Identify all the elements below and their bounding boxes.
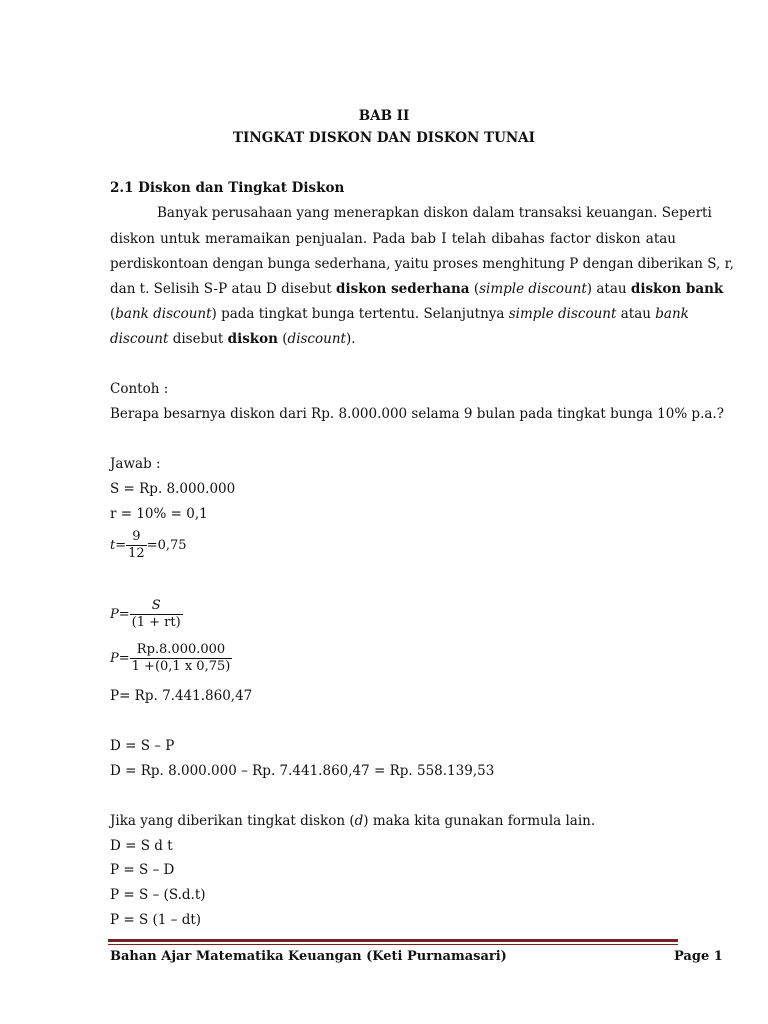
given-r: r = 10% = 0,1: [110, 506, 208, 522]
fraction-denominator: (1 + rt): [131, 615, 181, 630]
chapter-number: BAB II: [358, 108, 410, 124]
text-run: Jika yang diberikan tingkat diskon (: [110, 813, 355, 829]
formula-line-4: P = S (1 – dt): [110, 912, 202, 928]
fraction-numerator: Rp.8.000.000: [130, 642, 233, 659]
term-bank: bank: [655, 306, 689, 322]
var-d: d: [354, 813, 364, 829]
paragraph-line-2: diskon untuk meramaikan penjualan. Pada bab I telah dibahas factor diskon atau: [110, 231, 676, 247]
text-run: (: [282, 331, 288, 347]
term-simple-discount: simple discount: [508, 306, 617, 322]
equals-sign: =: [115, 538, 127, 553]
formula-intro: [110, 813, 595, 829]
term-discount: discount: [110, 331, 169, 347]
fraction-numerator: 9: [126, 529, 147, 546]
p-formula: [110, 598, 183, 631]
d-definition: D = S – P: [110, 738, 175, 754]
term-diskon-bank: diskon bank: [630, 281, 724, 297]
p-result: P= Rp. 7.441.860,47: [110, 688, 253, 704]
page-number: Page 1: [674, 949, 723, 964]
var-t: t: [110, 538, 116, 553]
paragraph-line-4: [110, 281, 724, 297]
paragraph-line-3: perdiskontoan dengan bunga sederhana, yaitu proses menghitung P dengan diberikan S, r,: [110, 256, 734, 272]
fraction-p: [130, 598, 183, 631]
fraction-p-values: [130, 642, 233, 675]
footer-rule-thick: [108, 939, 678, 942]
var-p: P: [110, 607, 119, 622]
formula-line-3: P = S – (S.d.t): [110, 887, 206, 903]
text-run: ).: [345, 331, 356, 347]
section-title: 2.1 Diskon dan Tingkat Diskon: [110, 180, 345, 196]
paragraph-line-6: [110, 331, 676, 347]
equals-sign: =: [118, 607, 130, 622]
chapter-title: TINGKAT DISKON DAN DISKON TUNAI: [233, 130, 535, 146]
text-run: ) atau: [586, 281, 627, 297]
fraction-denominator: 12: [128, 546, 145, 561]
term-diskon-sederhana: diskon sederhana: [336, 281, 470, 297]
d-calculation: D = Rp. 8.000.000 – Rp. 7.441.860,47 = Rp. 558.139,53: [110, 763, 495, 779]
example-question: Berapa besarnya diskon dari Rp. 8.000.000 selama 9 bulan pada tingkat bunga 10% p.a.?: [110, 406, 724, 422]
text-run: ) maka kita gunakan formula lain.: [363, 813, 596, 829]
fraction-denominator: 1 +(0,1 x 0,75): [131, 659, 231, 674]
term-bank-discount: bank discount: [115, 306, 212, 322]
paragraph-line-1: Banyak perusahaan yang menerapkan diskon dalam transaksi keuangan. Seperti: [157, 205, 712, 221]
fraction-numerator: S: [130, 598, 183, 615]
text-run: atau: [620, 306, 651, 322]
example-label: Contoh :: [110, 381, 169, 397]
var-p: P: [110, 651, 119, 666]
term-simple-discount: simple discount: [479, 281, 587, 297]
text-run: (: [473, 281, 480, 297]
equals-sign: =: [118, 651, 130, 666]
p-substitution: [110, 642, 232, 675]
fraction-t: [126, 529, 147, 562]
text-run: disebut: [172, 331, 224, 347]
given-s: S = Rp. 8.000.000: [110, 481, 236, 497]
answer-label: Jawab :: [110, 456, 161, 472]
text-run: dan t. Selisih S-P atau D disebut: [110, 281, 332, 297]
text-run: (: [110, 306, 116, 322]
term-diskon: diskon: [227, 331, 278, 347]
given-t-equation: [110, 529, 187, 562]
formula-line-1: D = S d t: [110, 838, 173, 854]
term-discount-paren: discount: [287, 331, 346, 347]
t-result: =0,75: [146, 538, 187, 553]
footer-rule-thin: [108, 944, 678, 945]
footer-title: Bahan Ajar Matematika Keuangan (Keti Purnamasari): [110, 949, 507, 964]
paragraph-line-5: [110, 306, 689, 322]
text-run: ) pada tingkat bunga tertentu. Selanjutnya: [211, 306, 505, 322]
formula-line-2: P = S – D: [110, 862, 175, 878]
